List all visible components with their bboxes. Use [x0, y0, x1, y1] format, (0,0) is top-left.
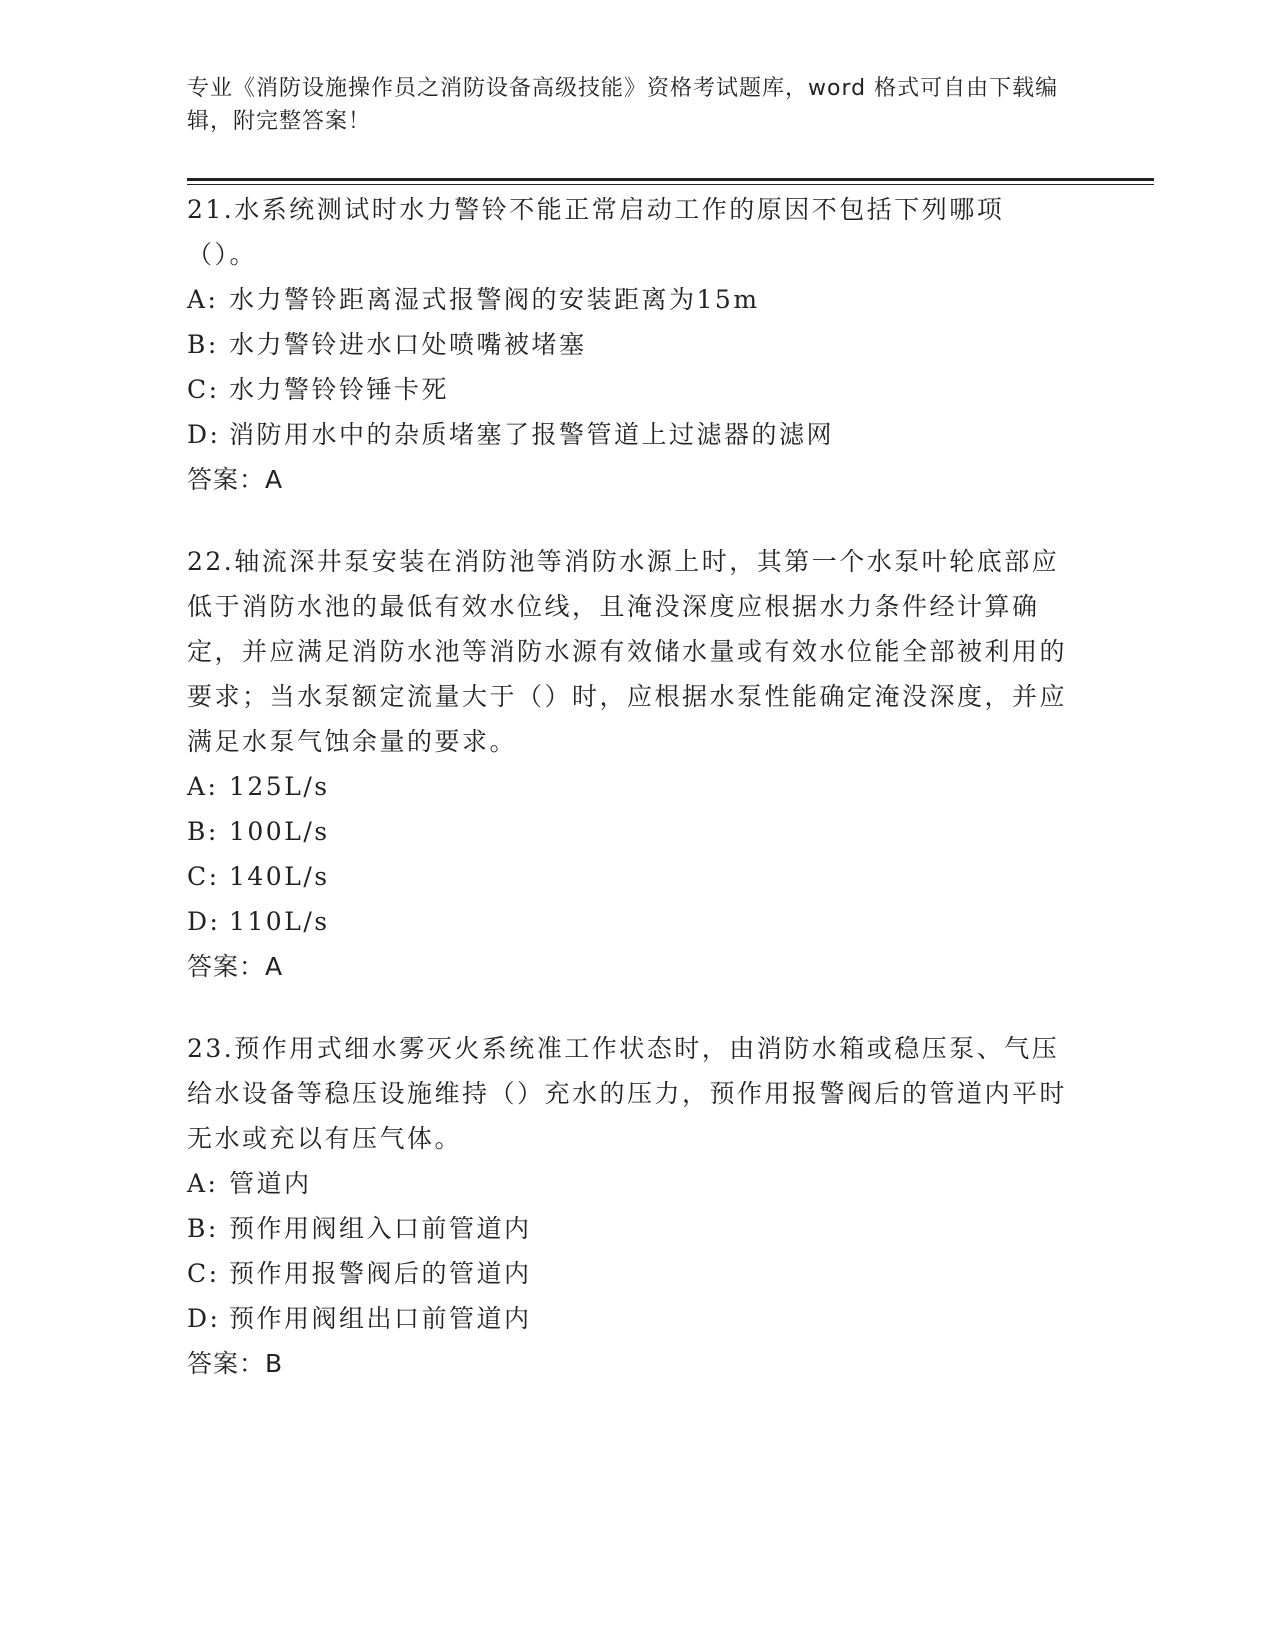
option-d: [187, 412, 1067, 457]
option-key: A:: [187, 1169, 219, 1198]
option-a: [187, 764, 1067, 809]
option-key: C:: [187, 862, 220, 891]
option-key: C:: [187, 375, 220, 404]
option-b: [187, 322, 1067, 367]
option-key: A:: [187, 772, 219, 801]
option-text: 预作用报警阀后的管道内: [229, 1259, 532, 1288]
option-a: [187, 1161, 1067, 1206]
answer-line: 答案：A: [187, 952, 284, 981]
option-c: [187, 1251, 1067, 1296]
option-key: D:: [187, 420, 221, 449]
answer-line: 答案：B: [187, 1349, 284, 1378]
option-key: B:: [187, 817, 219, 846]
answer-line: 答案：A: [187, 465, 284, 494]
option-text: 预作用阀组出口前管道内: [229, 1304, 532, 1333]
option-text: 水力警铃距离湿式报警阀的安装距离为15m: [229, 285, 760, 314]
option-b: [187, 809, 1067, 854]
option-text: 125L/s: [229, 772, 330, 801]
option-d: [187, 1296, 1067, 1341]
option-text: 110L/s: [229, 907, 330, 936]
option-text: 预作用阀组入口前管道内: [229, 1214, 532, 1243]
header-divider-thick: [187, 178, 1154, 181]
document-header: 专业《消防设施操作员之消防设备高级技能》资格考试题库，word 格式可自由下载编辑，附完整答案！: [187, 76, 1059, 134]
question-stem: 22.轴流深井泵安装在消防池等消防水源上时，其第一个水泵叶轮底部应低于消防水池的最低有效水位线，且淹没深度应根据水力条件经计算确定，并应满足消防水池等消防水源有效储水量或有效水位能全部被利用的要求；当水泵额定流量大于（）时，应根据水泵性能确定淹没深度，并应满足水泵气蚀余量的要求。: [187, 547, 1068, 756]
option-key: B:: [187, 1214, 219, 1243]
option-c: [187, 367, 1067, 412]
header-divider-thin: [187, 184, 1154, 185]
option-text: 水力警铃铃锤卡死: [229, 375, 450, 404]
question-21: [187, 187, 1067, 502]
option-d: [187, 899, 1067, 944]
option-key: A:: [187, 285, 219, 314]
option-text: 消防用水中的杂质堵塞了报警管道上过滤器的滤网: [229, 420, 835, 449]
option-text: 100L/s: [229, 817, 330, 846]
option-text: 水力警铃进水口处喷嘴被堵塞: [229, 330, 587, 359]
option-text: 140L/s: [229, 862, 330, 891]
question-list: [187, 187, 1067, 1423]
option-text: 管道内: [229, 1169, 312, 1198]
question-stem: 21.水系统测试时水力警铃不能正常启动工作的原因不包括下列哪项（）。: [187, 195, 1005, 269]
option-b: [187, 1206, 1067, 1251]
question-23: [187, 1026, 1067, 1386]
question-22: [187, 539, 1067, 989]
option-key: D:: [187, 1304, 221, 1333]
question-stem: 23.预作用式细水雾灭火系统准工作状态时，由消防水箱或稳压泵、气压给水设备等稳压设施维持（）充水的压力，预作用报警阀后的管道内平时无水或充以有压气体。: [187, 1034, 1068, 1153]
option-c: [187, 854, 1067, 899]
option-key: C:: [187, 1259, 220, 1288]
option-key: B:: [187, 330, 219, 359]
option-a: [187, 277, 1067, 322]
option-key: D:: [187, 907, 221, 936]
